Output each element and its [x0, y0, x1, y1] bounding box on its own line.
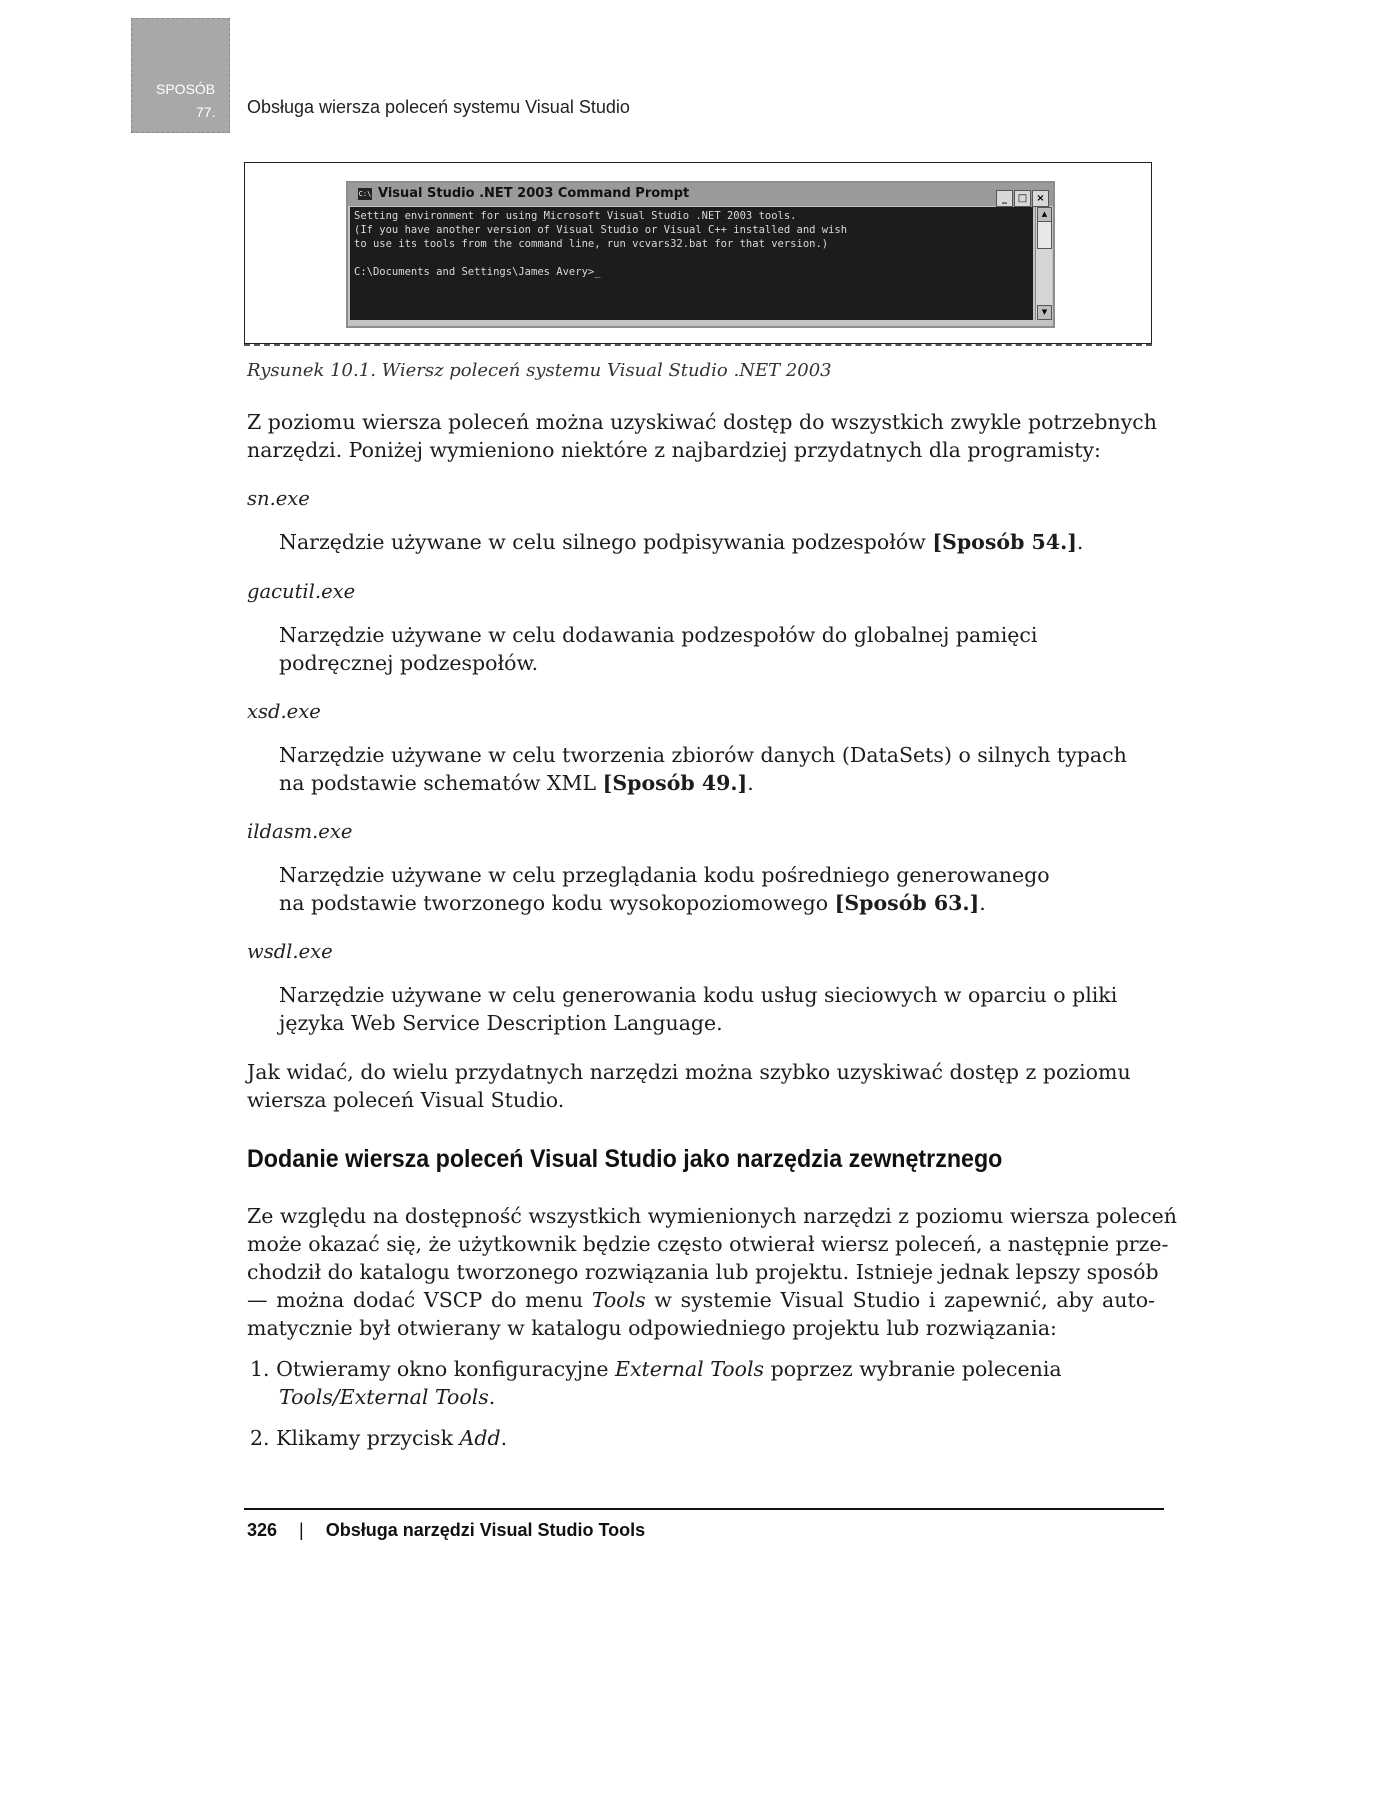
list-item-continuation: Tools/External Tools. [279, 1385, 496, 1409]
section-badge [131, 18, 230, 133]
window-title: Visual Studio .NET 2003 Command Prompt [378, 186, 690, 201]
summary-line: Jak widać, do wielu przydatnych narzędzi można szybko uzyskiwać dostęp z poziomu [247, 1060, 1131, 1084]
console-icon: C:\ [358, 190, 372, 198]
scroll-thumb [1037, 221, 1052, 249]
page-footer [247, 1520, 645, 1541]
footer-separator: | [299, 1520, 304, 1540]
tool-description: Narzędzie używane w celu silnego podpisywania podzespołów [Sposób 54.]. [279, 530, 1084, 554]
running-header: Obsługa wiersza poleceń systemu Visual Studio [247, 97, 630, 117]
section-paragraph-line: Ze względu na dostępność wszystkich wymienionych narzędzi z poziomu wiersza poleceń [247, 1204, 1177, 1228]
tool-description: języka Web Service Description Language. [279, 1011, 723, 1035]
section-paragraph-line: matycznie był otwierany w katalogu odpowiedniego projektu lub rozwiązania: [247, 1316, 1057, 1340]
page-number: 326 [247, 1520, 278, 1540]
tool-name: gacutil.exe [247, 580, 356, 603]
footer-rule [244, 1508, 1164, 1510]
tool-description: na podstawie tworzonego kodu wysokopoziomowego [Sposób 63.]. [279, 891, 986, 915]
command-prompt-window [346, 181, 1055, 328]
tool-description: Narzędzie używane w celu tworzenia zbiorów danych (DataSets) o silnych typach [279, 743, 1127, 767]
tool-name: ildasm.exe [247, 820, 353, 843]
tool-name: xsd.exe [247, 700, 321, 723]
section-paragraph-line: chodził do katalogu tworzonego rozwiązania lub projektu. Istnieje jednak lepszy sposób [247, 1260, 1159, 1284]
cross-reference: [Sposób 54.] [932, 530, 1077, 554]
list-item: 1. Otwieramy okno konfiguracyjne External Tools poprzez wybranie polecenia [250, 1357, 1062, 1381]
console-line: Setting environment for using Microsoft Visual Studio .NET 2003 tools. [354, 210, 797, 222]
cross-reference: [Sposób 49.] [602, 771, 748, 795]
console-line: (If you have another version of Visual Studio or Visual C++ installed and wish [354, 224, 848, 236]
section-heading: Dodanie wiersza poleceń Visual Studio jako narzędzia zewnętrznego [247, 1145, 1003, 1173]
tool-description: na podstawie schematów XML [Sposób 49.]. [279, 771, 754, 795]
figure-bottom-rule [244, 344, 1152, 348]
tool-description: Narzędzie używane w celu przeglądania kodu pośredniego generowanego [279, 863, 1050, 887]
chapter-title: Obsługa narzędzi Visual Studio Tools [325, 1520, 646, 1540]
tool-description: Narzędzie używane w celu dodawania podzespołów do globalnej pamięci [279, 623, 1038, 647]
summary-line: wiersza poleceń Visual Studio. [247, 1088, 565, 1112]
console-line [354, 251, 1029, 265]
console-line: to use its tools from the command line, run vcvars32.bat for that version.) [354, 238, 829, 250]
tool-name: sn.exe [247, 487, 310, 510]
scroll-down-icon: ▼ [1037, 305, 1052, 320]
badge-number: 77. [196, 104, 216, 120]
list-item: 2. Klikamy przycisk Add. [250, 1426, 508, 1450]
section-paragraph-line: — można dodać VSCP do menu Tools w systemie Visual Studio i zapewnić, aby auto- [247, 1288, 1155, 1312]
close-icon: × [1032, 190, 1049, 207]
console-line: C:\Documents and Settings\James Avery>_ [354, 266, 601, 278]
tool-description: podręcznej podzespołów. [279, 651, 539, 675]
console-output [350, 207, 1033, 320]
section-paragraph-line: może okazać się, że użytkownik będzie często otwierał wiersz poleceń, a następnie prze- [247, 1232, 1169, 1256]
intro-line: narzędzi. Poniżej wymieniono niektóre z najbardziej przydatnych dla programisty: [247, 438, 1101, 462]
minimize-icon: _ [996, 190, 1013, 207]
cross-reference: [Sposób 63.] [834, 891, 980, 915]
tool-description: Narzędzie używane w celu generowania kodu usług sieciowych w oparciu o pliki [279, 983, 1118, 1007]
figure-caption: Rysunek 10.1. Wiersz poleceń systemu Visual Studio .NET 2003 [247, 360, 832, 381]
scroll-up-icon: ▲ [1037, 207, 1052, 222]
tool-name: wsdl.exe [247, 940, 333, 963]
intro-line: Z poziomu wiersza poleceń można uzyskiwać dostęp do wszystkich zwykle potrzebnych [247, 410, 1157, 434]
badge-word: SPOSÓB [156, 81, 216, 97]
window-titlebar [348, 183, 1053, 206]
console-scrollbar [1035, 207, 1052, 320]
maximize-icon: □ [1014, 190, 1031, 207]
